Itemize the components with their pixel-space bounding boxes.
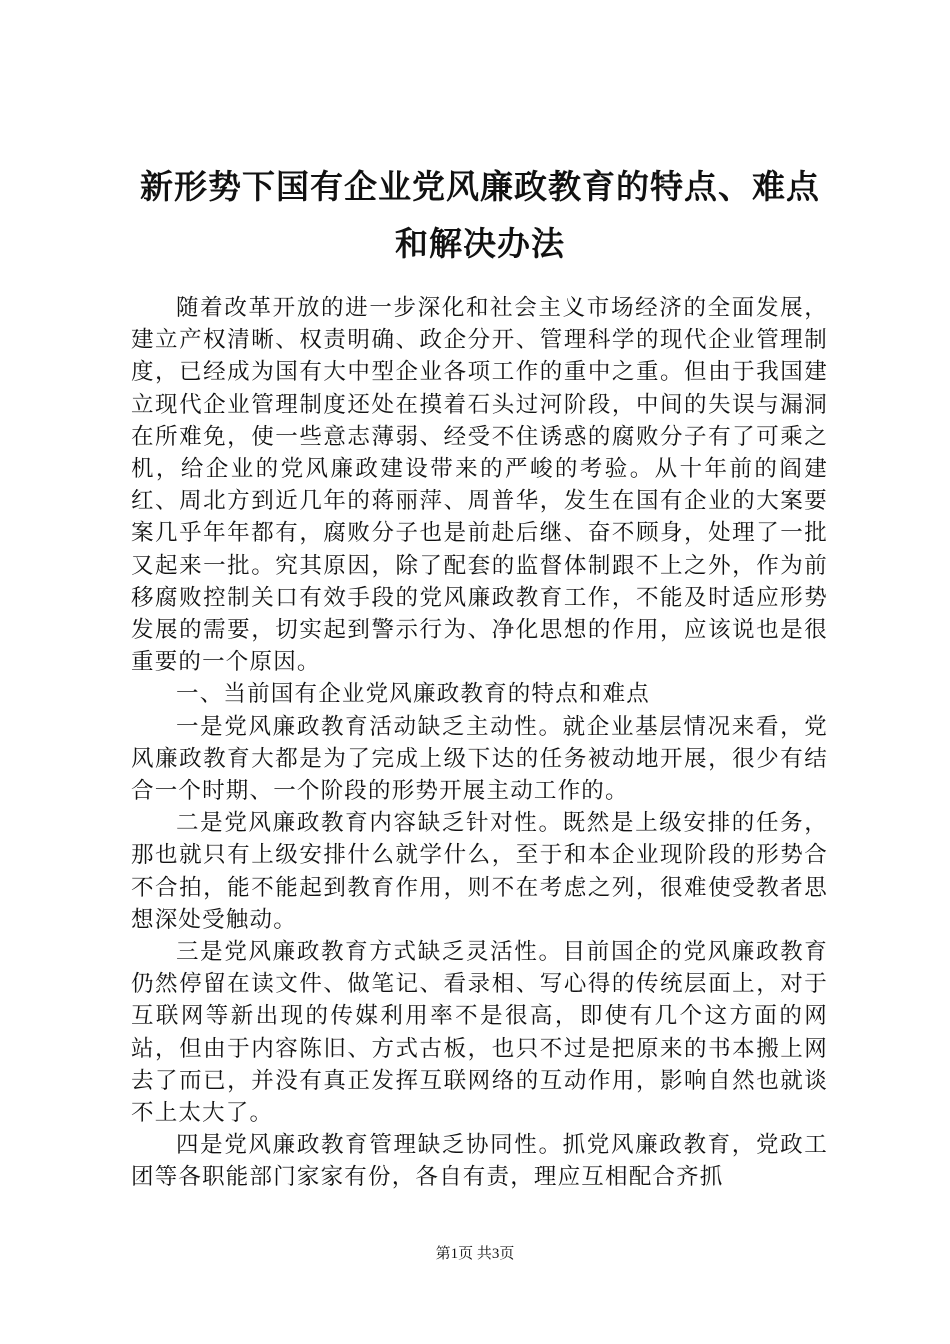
title-line-1: 新形势下国有企业党风廉政教育的特点、难点 — [140, 167, 820, 206]
paragraph-point-3: 三是党风廉政教育方式缺乏灵活性。目前国企的党风廉政教育仍然停留在读文件、做笔记、看录相、写心得的传统层面上，对于互联网等新出现的传媒利用率不是很高，即使有几个这方面的网站，但由于内容陈旧、方式古板，也只不过是把原来的书本搬上网去了而已，并没有真正发挥互联网络的互动作用，影响自然也就谈不上太大了。 — [131, 939, 828, 1127]
title-line-2: 和解决办法 — [395, 224, 565, 263]
page-footer — [0, 1244, 950, 1264]
section-heading: 一、当前国有企业党风廉政教育的特点和难点 — [176, 681, 651, 708]
document-title — [120, 158, 840, 272]
paragraph-intro: 随着改革开放的进一步深化和社会主义市场经济的全面发展，建立产权清晰、权责明确、政企分开、管理科学的现代企业管理制度，已经成为国有大中型企业各项工作的重中之重。但由于我国建立现代企业管理制度还处在摸着石头过河阶段，中间的失误与漏洞在所难免，使一些意志薄弱、经受不住诱惑的腐败分子有了可乘之机，给企业的党风廉政建设带来的严峻的考验。从十年前的阎建红、周北方到近几年的蒋丽萍、周普华，发生在国有企业的大案要案几乎年年都有，腐败分子也是前赴后继、奋不顾身，处理了一批又起来一批。究其原因，除了配套的监督体制跟不上之外，作为前移腐败控制关口有效手段的党风廉政教育工作，不能及时适应形势发展的需要，切实起到警示行为、净化思想的作用，应该说也是很重要的一个原因。 — [131, 295, 828, 676]
page-number: 第1页 共3页 — [435, 1246, 515, 1262]
paragraph-point-1: 一是党风廉政教育活动缺乏主动性。就企业基层情况来看，党风廉政教育大都是为了完成上级下达的任务被动地开展，很少有结合一个时期、一个阶段的形势开展主动工作的。 — [131, 713, 828, 805]
document-body — [131, 292, 828, 1194]
paragraph-point-4: 四是党风廉政教育管理缺乏协同性。抓党风廉政教育，党政工团等各职能部门家家有份，各自有责，理应互相配合齐抓 — [131, 1132, 828, 1191]
paragraph-point-2: 二是党风廉政教育内容缺乏针对性。既然是上级安排的任务，那也就只有上级安排什么就学什么，至于和本企业现阶段的形势合不合拍，能不能起到教育作用，则不在考虑之列，很难使受教者思想深处受触动。 — [131, 810, 828, 933]
